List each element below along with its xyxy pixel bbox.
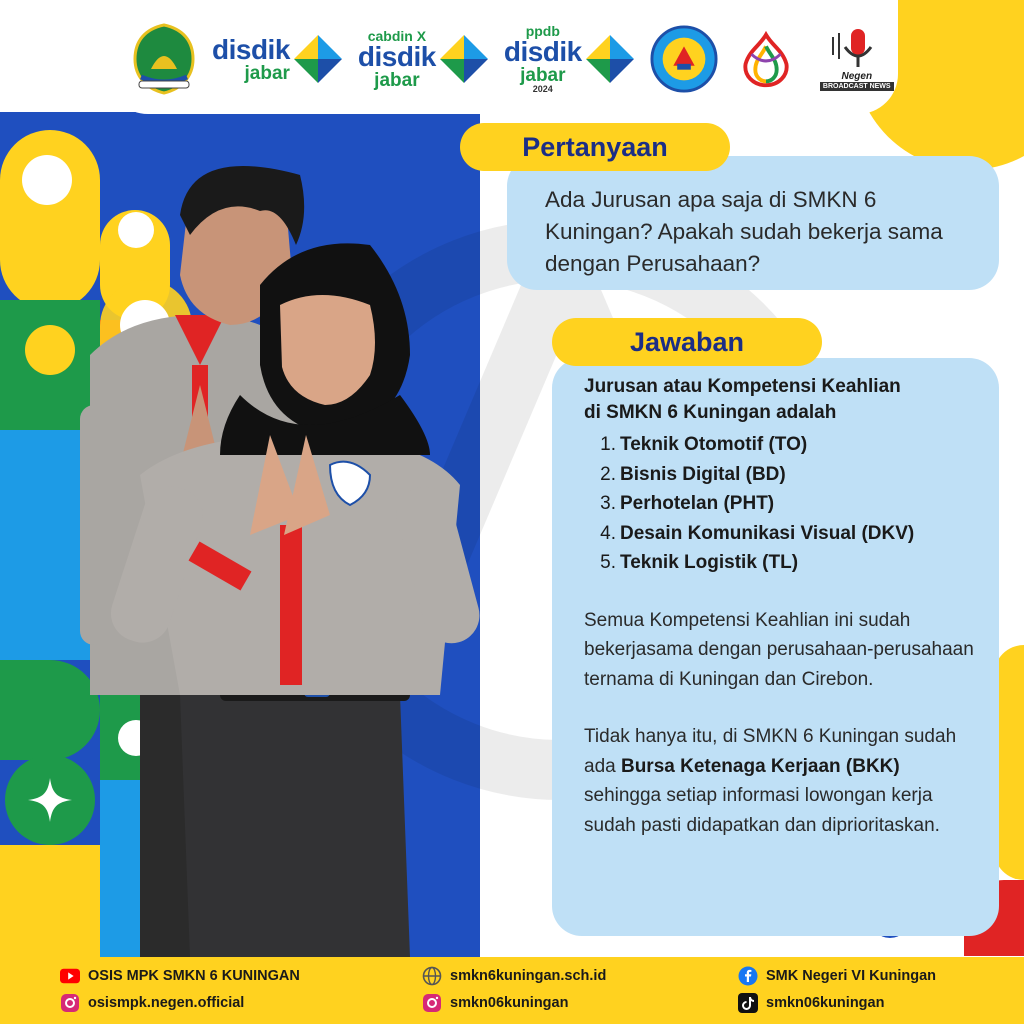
instagram-icon (422, 993, 442, 1013)
major-name: Teknik Logistik (TL) (620, 552, 799, 573)
instagram-icon (60, 993, 80, 1013)
major-name: Desain Komunikasi Visual (DKV) (620, 522, 915, 544)
brand-text: disdik (212, 33, 290, 65)
osis-logo (732, 22, 800, 96)
answer-label-text: Jawaban (629, 326, 745, 357)
tiktok-icon (738, 993, 758, 1013)
students-photo (70, 135, 500, 957)
brand-year-text: 2024 (532, 84, 553, 94)
tiktok-link[interactable] (738, 993, 884, 1013)
facebook-icon (738, 966, 758, 986)
disdik-diamond-icon (292, 33, 344, 85)
answer-label (552, 318, 822, 366)
logo-row (130, 18, 900, 100)
list-number: 4. (600, 522, 616, 544)
paragraph-text: sehingga setiap informasi lowongan kerja sudah pasti didapatkan dan diprioritaskan. (584, 785, 940, 836)
broadcast-news-text: BROADCAST NEWS (820, 82, 894, 91)
instagram-link-osis[interactable] (60, 993, 244, 1013)
instagram-handle: osismpk.negen.official (88, 995, 245, 1011)
list-item (584, 460, 979, 490)
youtube-icon (60, 966, 80, 986)
answer-intro-line1: Jurusan atau Kompetensi Keahlian (584, 376, 901, 397)
answer-paragraph-1: Semua Kompetensi Keahlian ini sudah bekerjasama dengan perusahaan-perusahaan ternama di Kuningan dan Cirebon. (584, 609, 974, 690)
list-item (584, 519, 979, 549)
website-url: smkn6kuningan.sch.id (450, 968, 607, 984)
brand-text: disdik (357, 40, 436, 72)
brand-small-text: cabdin X (367, 27, 427, 44)
brand-text: disdik (503, 36, 582, 67)
answer-intro (584, 374, 979, 426)
ppdb-disdik-logo (504, 24, 636, 94)
instagram-link-school[interactable] (422, 993, 568, 1013)
disdik-diamond-icon (584, 33, 636, 85)
question-label (460, 123, 730, 171)
decor-white-dot (22, 155, 72, 205)
list-number: 1. (600, 434, 616, 455)
youtube-link[interactable] (60, 966, 300, 986)
question-text: Ada Jurusan apa saja di SMKN 6 Kuningan? Apakah sudah bekerja sama dengan Perusahaan? (545, 187, 943, 276)
disdik-diamond-icon (438, 33, 490, 85)
decor-yellow-dot (25, 325, 75, 375)
website-link[interactable] (422, 966, 606, 986)
footer-bar (0, 957, 1024, 1024)
brand-sub-text: jabar (244, 62, 290, 84)
paragraph-text: Tidak hanya itu, di SMKN 6 Kuningan sudah ada (584, 726, 957, 777)
answer-intro-line2: di SMKN 6 Kuningan adalah (584, 402, 837, 423)
list-item (584, 548, 979, 578)
cabdin-disdik-logo (358, 29, 490, 90)
bkk-highlight: Bursa Ketenaga Kerjaan (BKK) (620, 755, 900, 777)
answer-box (552, 358, 999, 936)
negen-text: Negen (841, 71, 873, 82)
answer-paragraph-2 (584, 722, 979, 840)
list-item (584, 489, 979, 519)
jabar-seal-logo (130, 22, 198, 96)
facebook-link[interactable] (738, 966, 936, 986)
list-item (584, 430, 979, 460)
question-box (507, 156, 999, 290)
microphone-icon (827, 27, 887, 71)
major-name: Perhotelan (PHT) (620, 493, 775, 514)
list-number: 3. (600, 493, 616, 514)
question-label-text: Pertanyaan (522, 131, 668, 162)
tiktok-handle: smkn06kuningan (766, 995, 885, 1011)
youtube-channel-name: OSIS MPK SMKN 6 KUNINGAN (88, 968, 300, 984)
brand-sub-text: jabar (374, 69, 420, 91)
globe-icon (422, 966, 442, 986)
brand-sub-text: jabar (520, 65, 566, 86)
instagram-handle: smkn06kuningan (450, 995, 569, 1011)
major-name: Bisnis Digital (BD) (620, 463, 786, 485)
majors-list (584, 430, 979, 578)
facebook-page-name: SMK Negeri VI Kuningan (766, 968, 936, 984)
list-number: 5. (600, 552, 616, 573)
sparkle-icon (25, 775, 75, 825)
list-number: 2. (600, 463, 616, 485)
disdik-jabar-logo (212, 33, 344, 85)
brand-small-text: ppdb (525, 23, 560, 39)
smkn6-seal-logo (650, 22, 718, 96)
negen-broadcast-logo (814, 22, 900, 96)
major-name: Teknik Otomotif (TO) (620, 434, 808, 455)
